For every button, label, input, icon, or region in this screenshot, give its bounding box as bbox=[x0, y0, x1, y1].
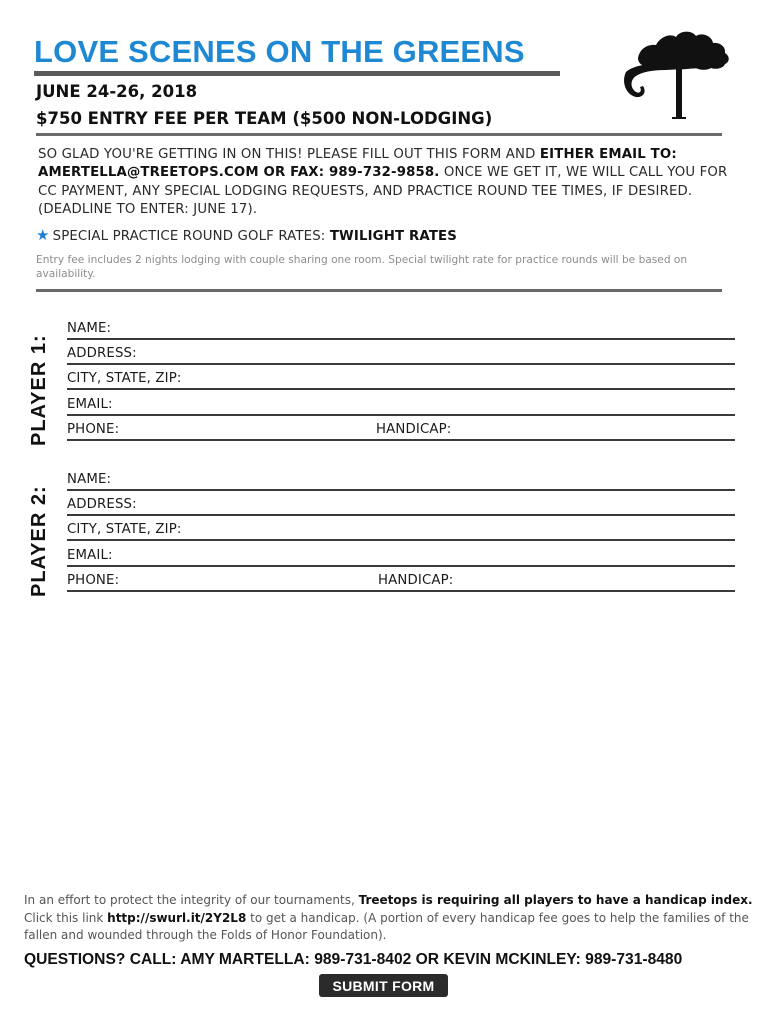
player-1-city-field[interactable] bbox=[67, 365, 735, 390]
player-2-name-field[interactable] bbox=[67, 466, 735, 491]
player-1-address-field[interactable] bbox=[67, 340, 735, 365]
handicap-link[interactable]: http://swurl.it/2Y2L8 bbox=[107, 910, 247, 925]
city-state-zip-label: CITY, STATE, ZIP: bbox=[67, 371, 182, 386]
notice-text: In an effort to protect the integrity of our tournaments, bbox=[24, 893, 359, 907]
entry-fee: $750 ENTRY FEE PER TEAM ($500 NON-LODGING) bbox=[36, 109, 493, 128]
phone-label: PHONE: bbox=[67, 573, 120, 588]
lodging-note: Entry fee includes 2 nights lodging with couple sharing one room. Special twilight rate for practice rounds will be based on availability. bbox=[36, 254, 688, 280]
handicap-label: HANDICAP: bbox=[376, 422, 452, 437]
submit-form-button[interactable]: SUBMIT FORM bbox=[319, 974, 448, 997]
player-1-phone-field[interactable] bbox=[67, 416, 735, 441]
handicap-label: HANDICAP: bbox=[378, 573, 454, 588]
header-divider bbox=[36, 133, 722, 136]
player-2-phone-field[interactable] bbox=[67, 567, 735, 592]
notice-requirement: Treetops is requiring all players to have a handicap index. bbox=[358, 893, 753, 907]
player-2-address-field[interactable] bbox=[67, 491, 735, 516]
contact-line: QUESTIONS? CALL: AMY MARTELLA: 989-731-8402 OR KEVIN MCKINLEY: 989-731-8480 bbox=[24, 951, 683, 968]
intro-paragraph bbox=[38, 146, 728, 220]
player-1-email-field[interactable] bbox=[67, 391, 735, 416]
star-icon: ★ bbox=[36, 226, 50, 244]
player-2-city-field[interactable] bbox=[67, 516, 735, 541]
phone-label: PHONE: bbox=[67, 422, 120, 437]
name-label: NAME: bbox=[67, 321, 112, 336]
name-label: NAME: bbox=[67, 472, 112, 487]
section-divider bbox=[36, 289, 722, 292]
address-label: ADDRESS: bbox=[67, 346, 137, 361]
email-label: EMAIL: bbox=[67, 548, 113, 563]
player-1-label: PLAYER 1: bbox=[28, 334, 50, 446]
intro-contact: EITHER EMAIL TO: AMERTELLA@TREETOPS.COM OR FAX: 989-732-9858. bbox=[38, 147, 677, 181]
address-label: ADDRESS: bbox=[67, 497, 137, 512]
player-1-name-field[interactable] bbox=[67, 315, 735, 340]
city-state-zip-label: CITY, STATE, ZIP: bbox=[67, 522, 182, 537]
player-2-label: PLAYER 2: bbox=[28, 485, 50, 597]
treetops-logo bbox=[616, 28, 734, 120]
player-2-email-field[interactable] bbox=[67, 542, 735, 567]
email-label: EMAIL: bbox=[67, 397, 113, 412]
notice-text-3: to get a handicap. (A portion of every handicap fee goes to help the families of the fallen and wounded through the Folds of Honor Foundation). bbox=[24, 910, 749, 943]
intro-text: SO GLAD YOU'RE GETTING IN ON THIS! PLEASE FILL OUT THIS FORM AND bbox=[38, 147, 540, 162]
intro-text-continued: ONCE WE GET IT, WE WILL CALL YOU FOR CC PAYMENT, ANY SPECIAL LODGING REQUESTS, AND PRACTICE ROUND TEE TIMES, IF DESIRED. (DEADLINE TO ENTER: JUNE 17). bbox=[38, 165, 728, 218]
rates-value: TWILIGHT RATES bbox=[329, 229, 458, 244]
notice-text-2: Click this link bbox=[24, 910, 108, 925]
title-divider bbox=[34, 71, 560, 76]
rates-label: SPECIAL PRACTICE ROUND GOLF RATES: bbox=[52, 229, 330, 244]
page-title: LOVE SCENES ON THE GREENS bbox=[34, 34, 525, 69]
event-date: JUNE 24-26, 2018 bbox=[36, 82, 198, 101]
handicap-notice bbox=[24, 892, 754, 945]
practice-rates bbox=[36, 226, 457, 244]
